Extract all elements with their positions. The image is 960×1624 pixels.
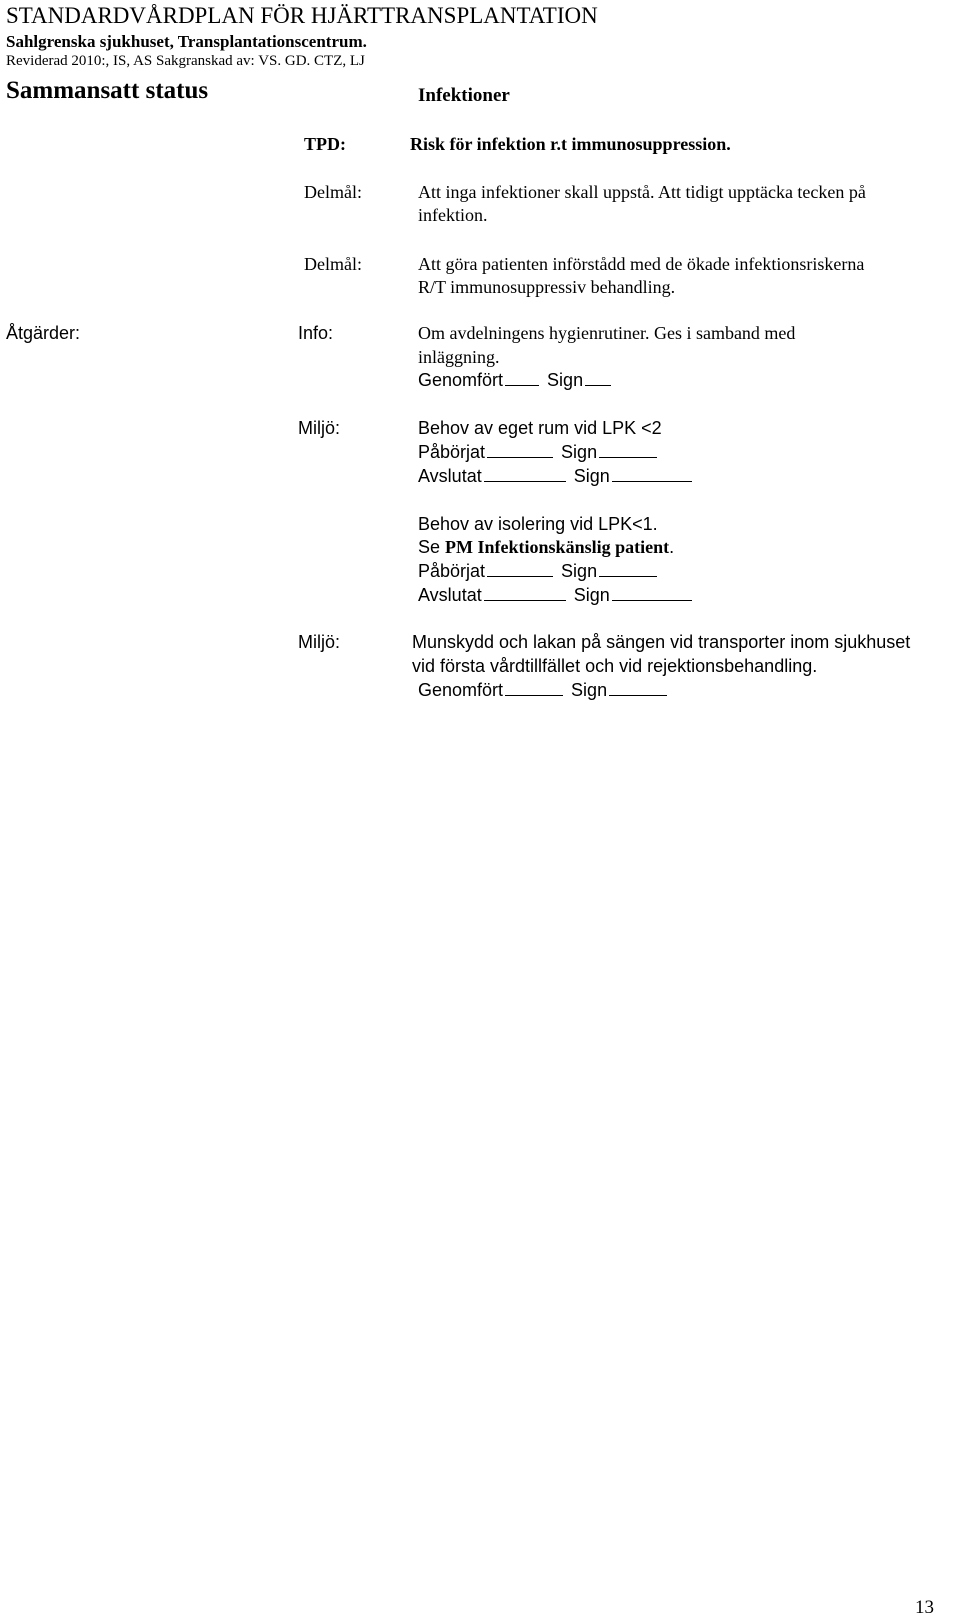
genomfort-label: Genomfört bbox=[418, 680, 504, 700]
sign-label: Sign bbox=[571, 680, 608, 700]
miljo-2-label: Miljö: bbox=[298, 632, 341, 652]
sign-label: Sign bbox=[561, 442, 598, 462]
document-title: STANDARDVÅRDPLAN FÖR HJÄRTTRANSPLANTATION bbox=[6, 3, 598, 28]
isolation-ended-signoff bbox=[418, 585, 692, 606]
avslutat-line[interactable] bbox=[484, 466, 566, 482]
sign-line[interactable] bbox=[585, 370, 611, 386]
pm-reference: PM Infektionskänslig patient bbox=[445, 537, 670, 557]
room-started-signoff bbox=[418, 442, 657, 463]
miljo-1-label: Miljö: bbox=[298, 418, 341, 438]
goal-1-line-2: infektion. bbox=[418, 205, 488, 225]
genomfort-line[interactable] bbox=[505, 680, 563, 696]
avslutat-line[interactable] bbox=[484, 585, 566, 601]
info-label: Info: bbox=[298, 323, 334, 343]
sign-line[interactable] bbox=[612, 585, 692, 601]
genomfort-line[interactable] bbox=[505, 370, 539, 386]
miljo-1-room-line: Behov av eget rum vid LPK <2 bbox=[418, 418, 662, 438]
paborjat-line[interactable] bbox=[487, 442, 553, 458]
room-ended-signoff bbox=[418, 466, 692, 487]
goal-1-label: Delmål: bbox=[304, 182, 362, 202]
avslutat-label: Avslutat bbox=[418, 466, 482, 486]
goal-2-label: Delmål: bbox=[304, 254, 362, 274]
tpd-label: TPD: bbox=[304, 134, 346, 154]
se-prefix: Se bbox=[418, 537, 441, 557]
actions-label: Åtgärder: bbox=[6, 323, 81, 343]
section-heading: Infektioner bbox=[418, 85, 510, 106]
isolation-line: Behov av isolering vid LPK<1. bbox=[418, 514, 658, 534]
sign-label: Sign bbox=[573, 466, 610, 486]
status-heading: Sammansatt status bbox=[6, 77, 209, 104]
sign-label: Sign bbox=[573, 585, 610, 605]
miljo-2-line-1: Munskydd och lakan på sängen vid transporter inom sjukhuset bbox=[412, 632, 911, 652]
isolation-started-signoff bbox=[418, 561, 657, 582]
info-line-2: inläggning. bbox=[418, 347, 500, 367]
page-number: 13 bbox=[915, 1597, 934, 1618]
hospital-subtitle: Sahlgrenska sjukhuset, Transplantationscentrum. bbox=[6, 32, 367, 51]
paborjat-label: Påbörjat bbox=[418, 561, 486, 581]
tpd-text: Risk för infektion r.t immunosuppression. bbox=[410, 134, 731, 154]
miljo-2-line-2: vid första vårdtillfället och vid rejektionsbehandling. bbox=[412, 656, 818, 676]
sign-label: Sign bbox=[547, 370, 584, 390]
goal-2-line-2: R/T immunosuppressiv behandling. bbox=[418, 277, 676, 297]
goal-2-line-1: Att göra patienten införstådd med de ökade infektionsriskerna bbox=[418, 254, 865, 274]
sign-line[interactable] bbox=[609, 680, 667, 696]
pm-reference-line bbox=[418, 537, 674, 558]
goal-1-line-1: Att inga infektioner skall uppstå. Att tidigt upptäcka tecken på bbox=[418, 182, 866, 202]
miljo-2-signoff bbox=[418, 680, 667, 701]
avslutat-label: Avslutat bbox=[418, 585, 482, 605]
sign-line[interactable] bbox=[599, 561, 657, 577]
paborjat-label: Påbörjat bbox=[418, 442, 486, 462]
sign-line[interactable] bbox=[612, 466, 692, 482]
info-line-1: Om avdelningens hygienrutiner. Ges i samband med bbox=[418, 323, 796, 343]
period: . bbox=[669, 537, 675, 557]
sign-label: Sign bbox=[561, 561, 598, 581]
info-signoff bbox=[418, 370, 611, 391]
revision-line: Reviderad 2010:, IS, AS Sakgranskad av: VS. GD. CTZ, LJ bbox=[6, 53, 365, 69]
genomfort-label: Genomfört bbox=[418, 370, 504, 390]
sign-line[interactable] bbox=[599, 442, 657, 458]
paborjat-line[interactable] bbox=[487, 561, 553, 577]
